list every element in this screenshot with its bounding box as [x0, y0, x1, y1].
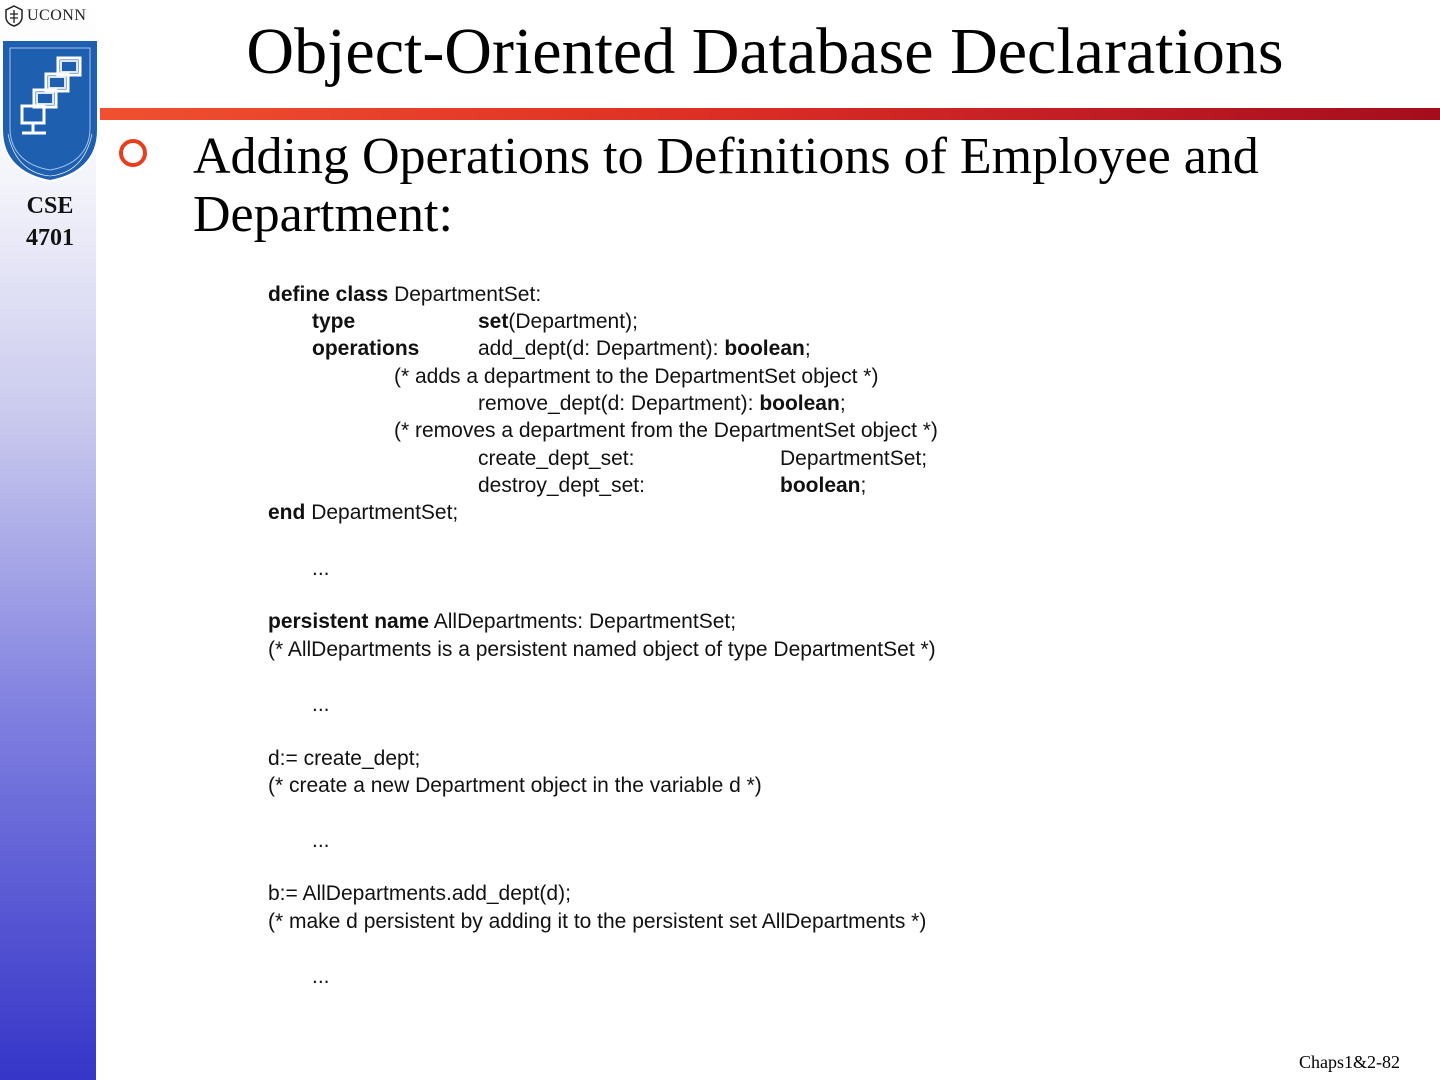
keyword: end: [268, 501, 306, 524]
code-line: [312, 336, 419, 362]
keyword: operations: [312, 337, 420, 360]
code-line: [780, 473, 866, 499]
title-divider: [100, 108, 1440, 120]
code-comment: (* AllDepartments is a persistent named object of type DepartmentSet *): [268, 638, 936, 661]
code-text: create_dept_set:: [478, 447, 635, 470]
bullet-text: Adding Operations to Definitions of Employee and Department:: [193, 128, 1259, 243]
keyword: boolean: [724, 337, 805, 360]
code-ellipsis: ...: [312, 693, 330, 716]
code-text: ;: [860, 474, 867, 497]
code-line: [478, 309, 638, 335]
code-comment: (* adds a department to the DepartmentSet object *): [394, 365, 879, 388]
course-subject: CSE: [26, 193, 74, 219]
keyword: boolean: [759, 392, 840, 415]
code-ellipsis: ...: [312, 557, 330, 580]
uconn-logo-text: UCONN: [27, 7, 87, 24]
keyword: boolean: [780, 474, 861, 497]
code-text: remove_dept(d: Department):: [478, 392, 754, 415]
code-ellipsis: ...: [312, 829, 330, 852]
keyword: define class: [268, 283, 389, 306]
code-text: d:= create_dept;: [268, 747, 421, 770]
bullet-circle-icon: [117, 137, 151, 171]
code-text: b:= AllDepartments.add_dept(d);: [268, 882, 571, 905]
code-text: ;: [804, 337, 811, 360]
code-line: [478, 336, 811, 362]
code-line: [312, 309, 355, 335]
slide-title: Object-Oriented Database Declarations: [246, 15, 1284, 88]
code-line: [268, 282, 541, 308]
code-comment: (* make d persistent by adding it to the persistent set AllDepartments *): [268, 910, 927, 933]
code-line: [478, 391, 846, 417]
code-ellipsis: ...: [312, 965, 330, 988]
code-text: DepartmentSet;: [780, 447, 928, 470]
uconn-seal-icon: [4, 5, 24, 27]
uconn-logo: [4, 4, 86, 28]
keyword: set: [478, 310, 509, 333]
code-text: AllDepartments: DepartmentSet;: [433, 610, 737, 633]
code-text: DepartmentSet;: [311, 501, 459, 524]
code-text: (Department);: [508, 310, 638, 333]
code-text: ;: [839, 392, 846, 415]
code-text: DepartmentSet:: [394, 283, 542, 306]
course-number: 4701: [26, 225, 74, 251]
cse-emblem-icon: [0, 38, 100, 184]
code-text: add_dept(d: Department):: [478, 337, 719, 360]
slide-footer: Chaps1&2-82: [1299, 1052, 1400, 1072]
keyword: type: [312, 310, 356, 333]
code-text: destroy_dept_set:: [478, 474, 645, 497]
code-line: [268, 500, 458, 526]
course-code: [0, 190, 100, 254]
code-line: [268, 609, 736, 635]
code-comment: (* create a new Department object in the variable d *): [268, 774, 762, 797]
keyword: persistent name: [268, 610, 430, 633]
code-comment: (* removes a department from the DepartmentSet object *): [394, 419, 938, 442]
